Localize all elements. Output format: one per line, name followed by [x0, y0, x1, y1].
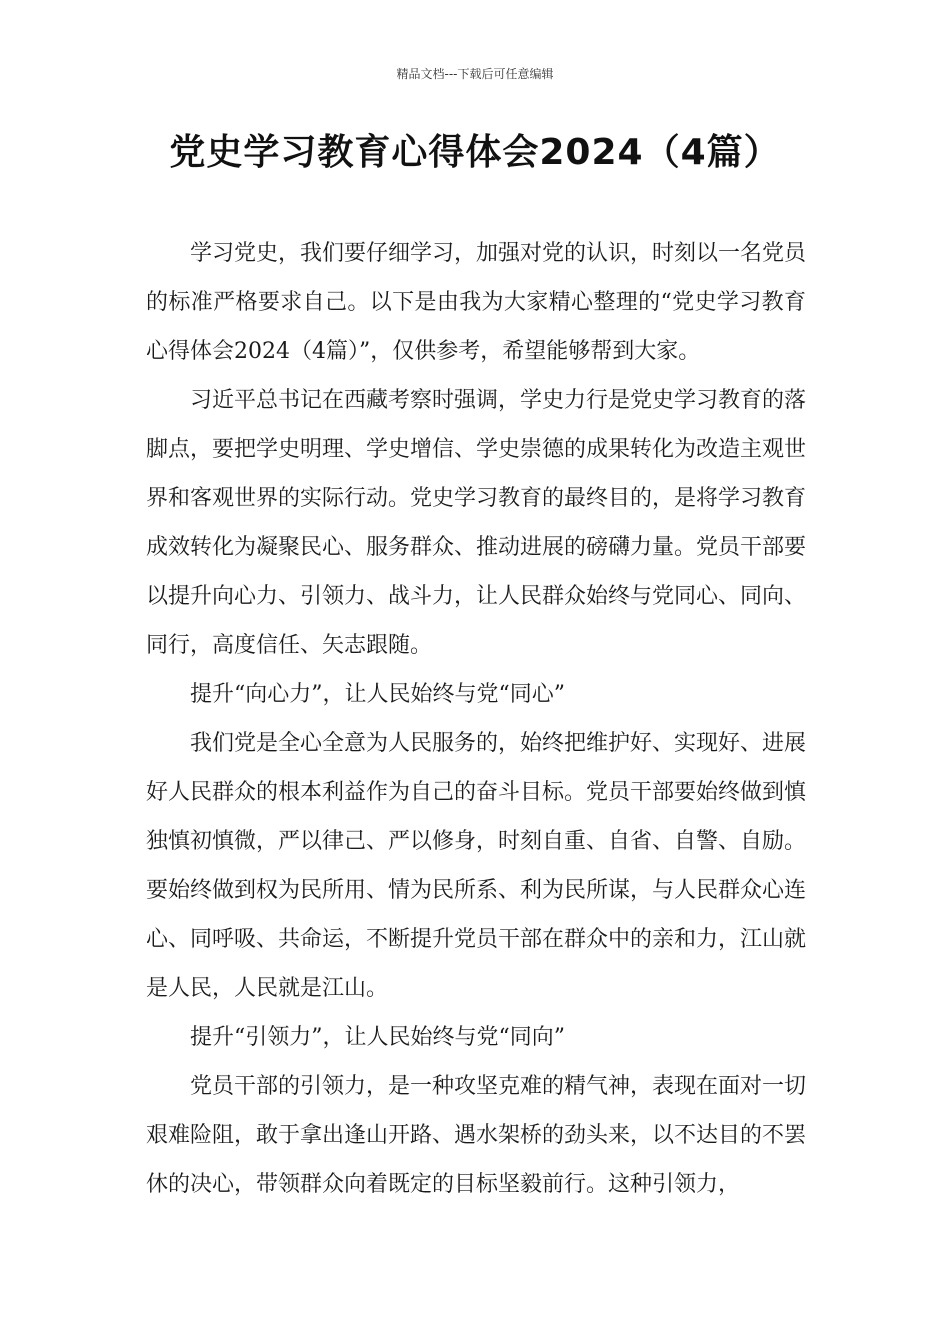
paragraph-intro: 学习党史，我们要仔细学习，加强对党的认识，时刻以一名党员的标准严格要求自己。以下是由我为大家精心整理的“党史学习教育心得体会2024（4篇）”，仅供参考，希望能够帮到大家。 — [146, 241, 807, 364]
page-header: 精品文档---下载后可任意编辑 — [396, 67, 554, 81]
paragraph: 党员干部的引领力，是一种攻坚克难的精气神，表现在面对一切艰难险阻，敢于拿出逢山开路、遇水架桥的劲头来，以不达目的不罢休的决心，带领群众向着既定的目标坚毅前行。这种引领力， — [146, 1074, 807, 1197]
document-body — [146, 229, 806, 1209]
paragraph: 习近平总书记在西藏考察时强调，学史力行是党史学习教育的落脚点，要把学史明理、学史增信、学史崇德的成果转化为改造主观世界和客观世界的实际行动。党史学习教育的最终目的，是将学习教育成效转化为凝聚民心、服务群众、推动进展的磅礴力量。党员干部要以提升向心力、引领力、战斗力，让人民群众始终与党同心、同向、同行，高度信任、矢志跟随。 — [146, 388, 807, 658]
section-heading: 提升“引领力”，让人民始终与党“同向” — [190, 1025, 565, 1050]
document-title: 党史学习教育心得体会2024（4篇） — [169, 132, 781, 173]
section-heading: 提升“向心力”，让人民始终与党“同心” — [190, 682, 565, 707]
paragraph: 我们党是全心全意为人民服务的，始终把维护好、实现好、进展好人民群众的根本利益作为自己的奋斗目标。党员干部要始终做到慎独慎初慎微，严以律己、严以修身，时刻自重、自省、自警、自励。要始终做到权为民所用、情为民所系、利为民所谋，与人民群众心连心、同呼吸、共命运，不断提升党员干部在群众中的亲和力，江山就是人民，人民就是江山。 — [146, 731, 807, 1001]
